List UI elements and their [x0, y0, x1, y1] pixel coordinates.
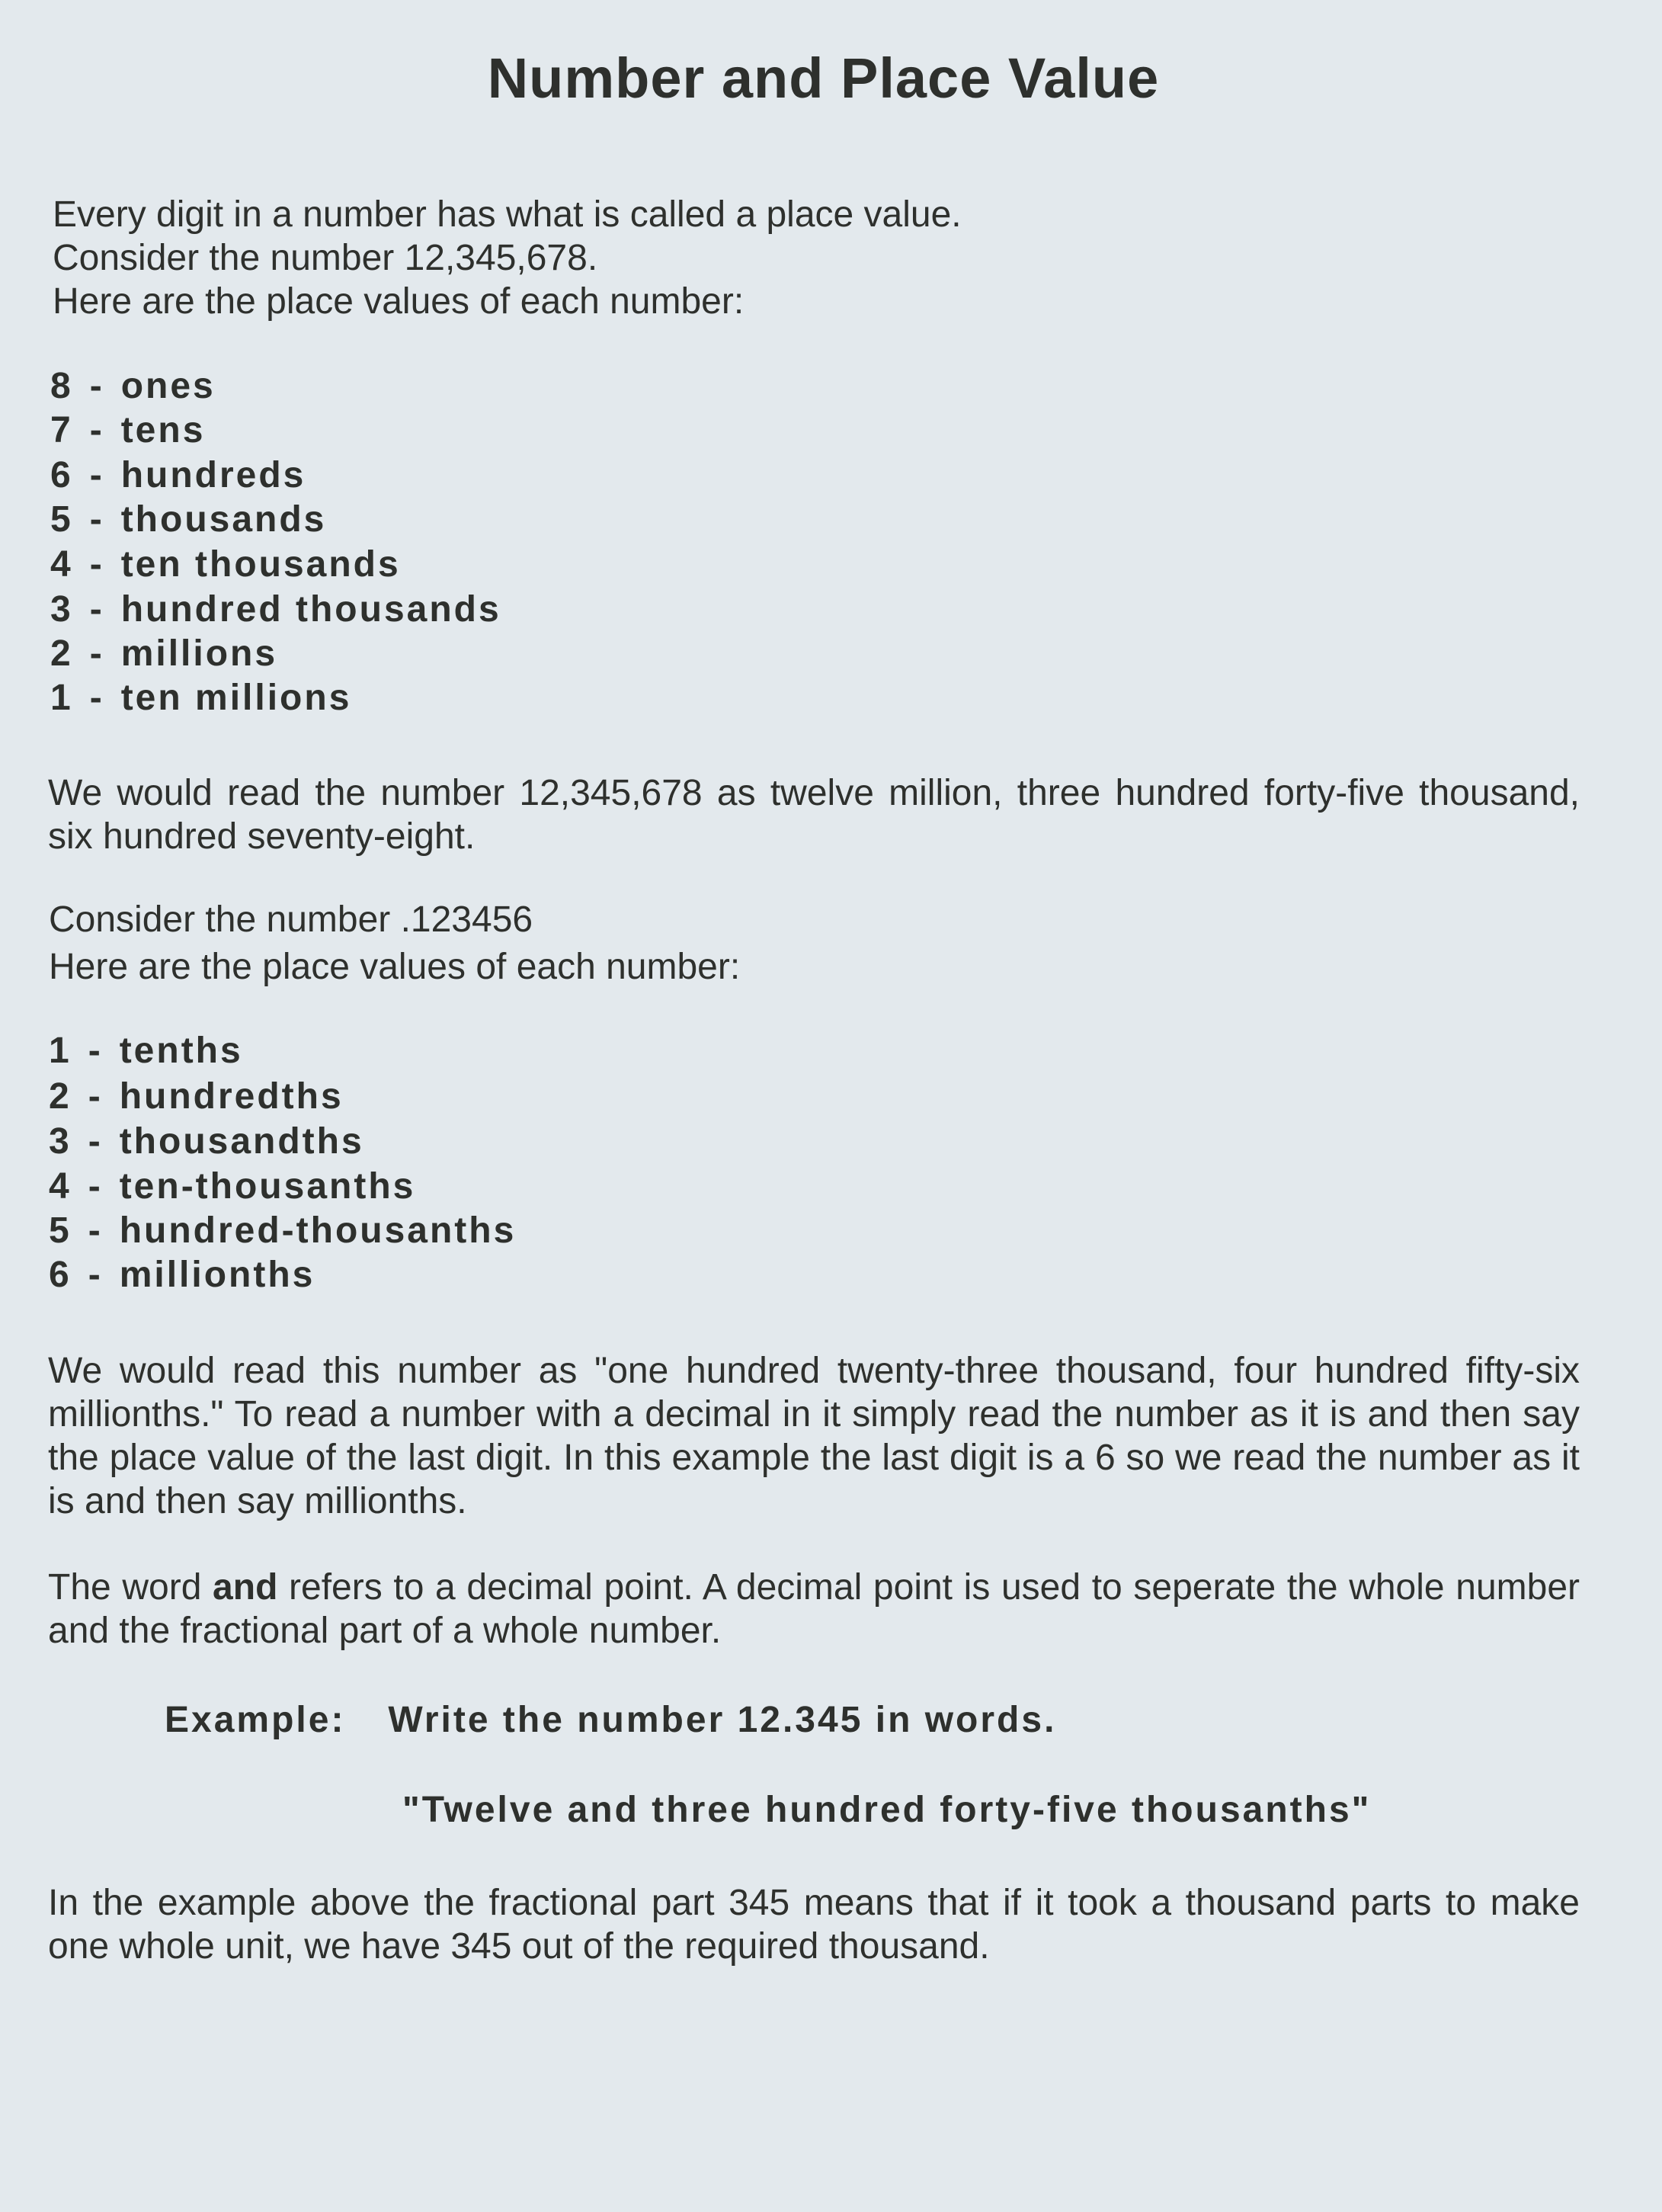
list-item [49, 1253, 315, 1297]
list-item [50, 632, 277, 676]
list-item-digit: 4 [50, 544, 73, 585]
list-item [50, 543, 401, 587]
list-item-dash: - [89, 410, 104, 450]
decimal-reading-paragraph: We would read this number as "one hundred twenty-three thousand, four hundred fifty-six millionths." To read a number with a decimal in it simply read the number as it is and then say the place value of the last digit. In this example the last digit is a 6 so we read the number as it is and then say millionths. [48, 1351, 1580, 1521]
list-item-place: hundredths [119, 1076, 344, 1117]
list-item-dash: - [88, 1166, 103, 1207]
closing-paragraph: In the example above the fractional part 345 means that if it took a thousand parts to make one whole unit, we have 345 out of the required thousand. [48, 1883, 1580, 1967]
list-item-digit: 1 [50, 678, 73, 718]
list-item [50, 498, 326, 542]
list-item-dash: - [89, 589, 104, 630]
intro-line-3: Here are the place values of each number: [53, 281, 745, 322]
decimal-intro-line-2: Here are the place values of each number: [49, 947, 741, 987]
list-item-dash: - [88, 1255, 103, 1295]
list-item [50, 364, 216, 409]
list-item-digit: 3 [49, 1121, 72, 1162]
list-item-place: ten-thousanths [119, 1166, 416, 1207]
list-item-digit: 2 [50, 633, 73, 674]
intro-line-1: Every digit in a number has what is called a place value. [53, 194, 962, 235]
list-item-digit: 2 [49, 1076, 72, 1117]
list-item-digit: 1 [49, 1031, 72, 1071]
example-label: Example: [165, 1700, 346, 1740]
list-item-place: ones [120, 366, 216, 406]
list-item-place: millions [120, 633, 278, 674]
list-item-dash: - [89, 366, 104, 406]
list-item-digit: 5 [49, 1210, 72, 1251]
example-prompt: Write the number 12.345 in words. [388, 1700, 1057, 1740]
list-item-dash: - [89, 678, 104, 718]
list-item-digit: 6 [50, 455, 73, 495]
list-item-digit: 3 [50, 589, 73, 630]
list-item-place: ten millions [120, 678, 352, 718]
decimal-intro-line-1: Consider the number .123456 [49, 899, 533, 940]
list-item-dash: - [88, 1076, 103, 1117]
list-item-place: hundred thousands [120, 589, 501, 630]
list-item-dash: - [89, 455, 104, 495]
intro-line-2: Consider the number 12,345,678. [53, 238, 598, 278]
and-para-after: refers to a decimal point. A decimal point is used to seperate the whole number and the fractional part of a whole number. [48, 1567, 1580, 1651]
list-item-digit: 6 [49, 1255, 72, 1295]
list-item [50, 454, 306, 498]
list-item-dash: - [88, 1210, 103, 1251]
list-item-digit: 7 [50, 410, 73, 450]
list-item-dash: - [89, 633, 104, 674]
list-item [50, 409, 205, 453]
list-item-dash: - [89, 544, 104, 585]
list-item-place: tenths [119, 1031, 243, 1071]
list-item [49, 1075, 344, 1119]
list-item-digit: 5 [50, 499, 73, 540]
list-item [49, 1165, 415, 1209]
list-item-place: hundreds [120, 455, 306, 495]
whole-number-reading-paragraph: We would read the number 12,345,678 as twelve million, three hundred forty-five thousand, six hundred seventy-eight. [48, 773, 1580, 857]
and-keyword: and [213, 1567, 278, 1608]
example-answer: "Twelve and three hundred forty-five thousanths" [402, 1790, 1372, 1830]
and-definition-paragraph [48, 1566, 1580, 1653]
list-item-dash: - [88, 1031, 103, 1071]
list-item-place: ten thousands [120, 544, 401, 585]
list-item-place: thousands [120, 499, 327, 540]
list-item-digit: 8 [50, 366, 73, 406]
list-item-dash: - [88, 1121, 103, 1162]
page-title: Number and Place Value [487, 46, 1160, 110]
list-item [49, 1029, 243, 1073]
and-para-before: The word [48, 1567, 213, 1608]
list-item-place: tens [120, 410, 206, 450]
list-item-digit: 4 [49, 1166, 72, 1207]
list-item-place: thousandths [119, 1121, 364, 1162]
example-line [165, 1698, 1056, 1742]
list-item-dash: - [89, 499, 104, 540]
list-item [50, 676, 351, 720]
list-item [49, 1209, 516, 1253]
list-item-place: hundred-thousanths [119, 1210, 517, 1251]
list-item-place: millionths [119, 1255, 315, 1295]
list-item [49, 1120, 364, 1164]
list-item [50, 588, 501, 632]
